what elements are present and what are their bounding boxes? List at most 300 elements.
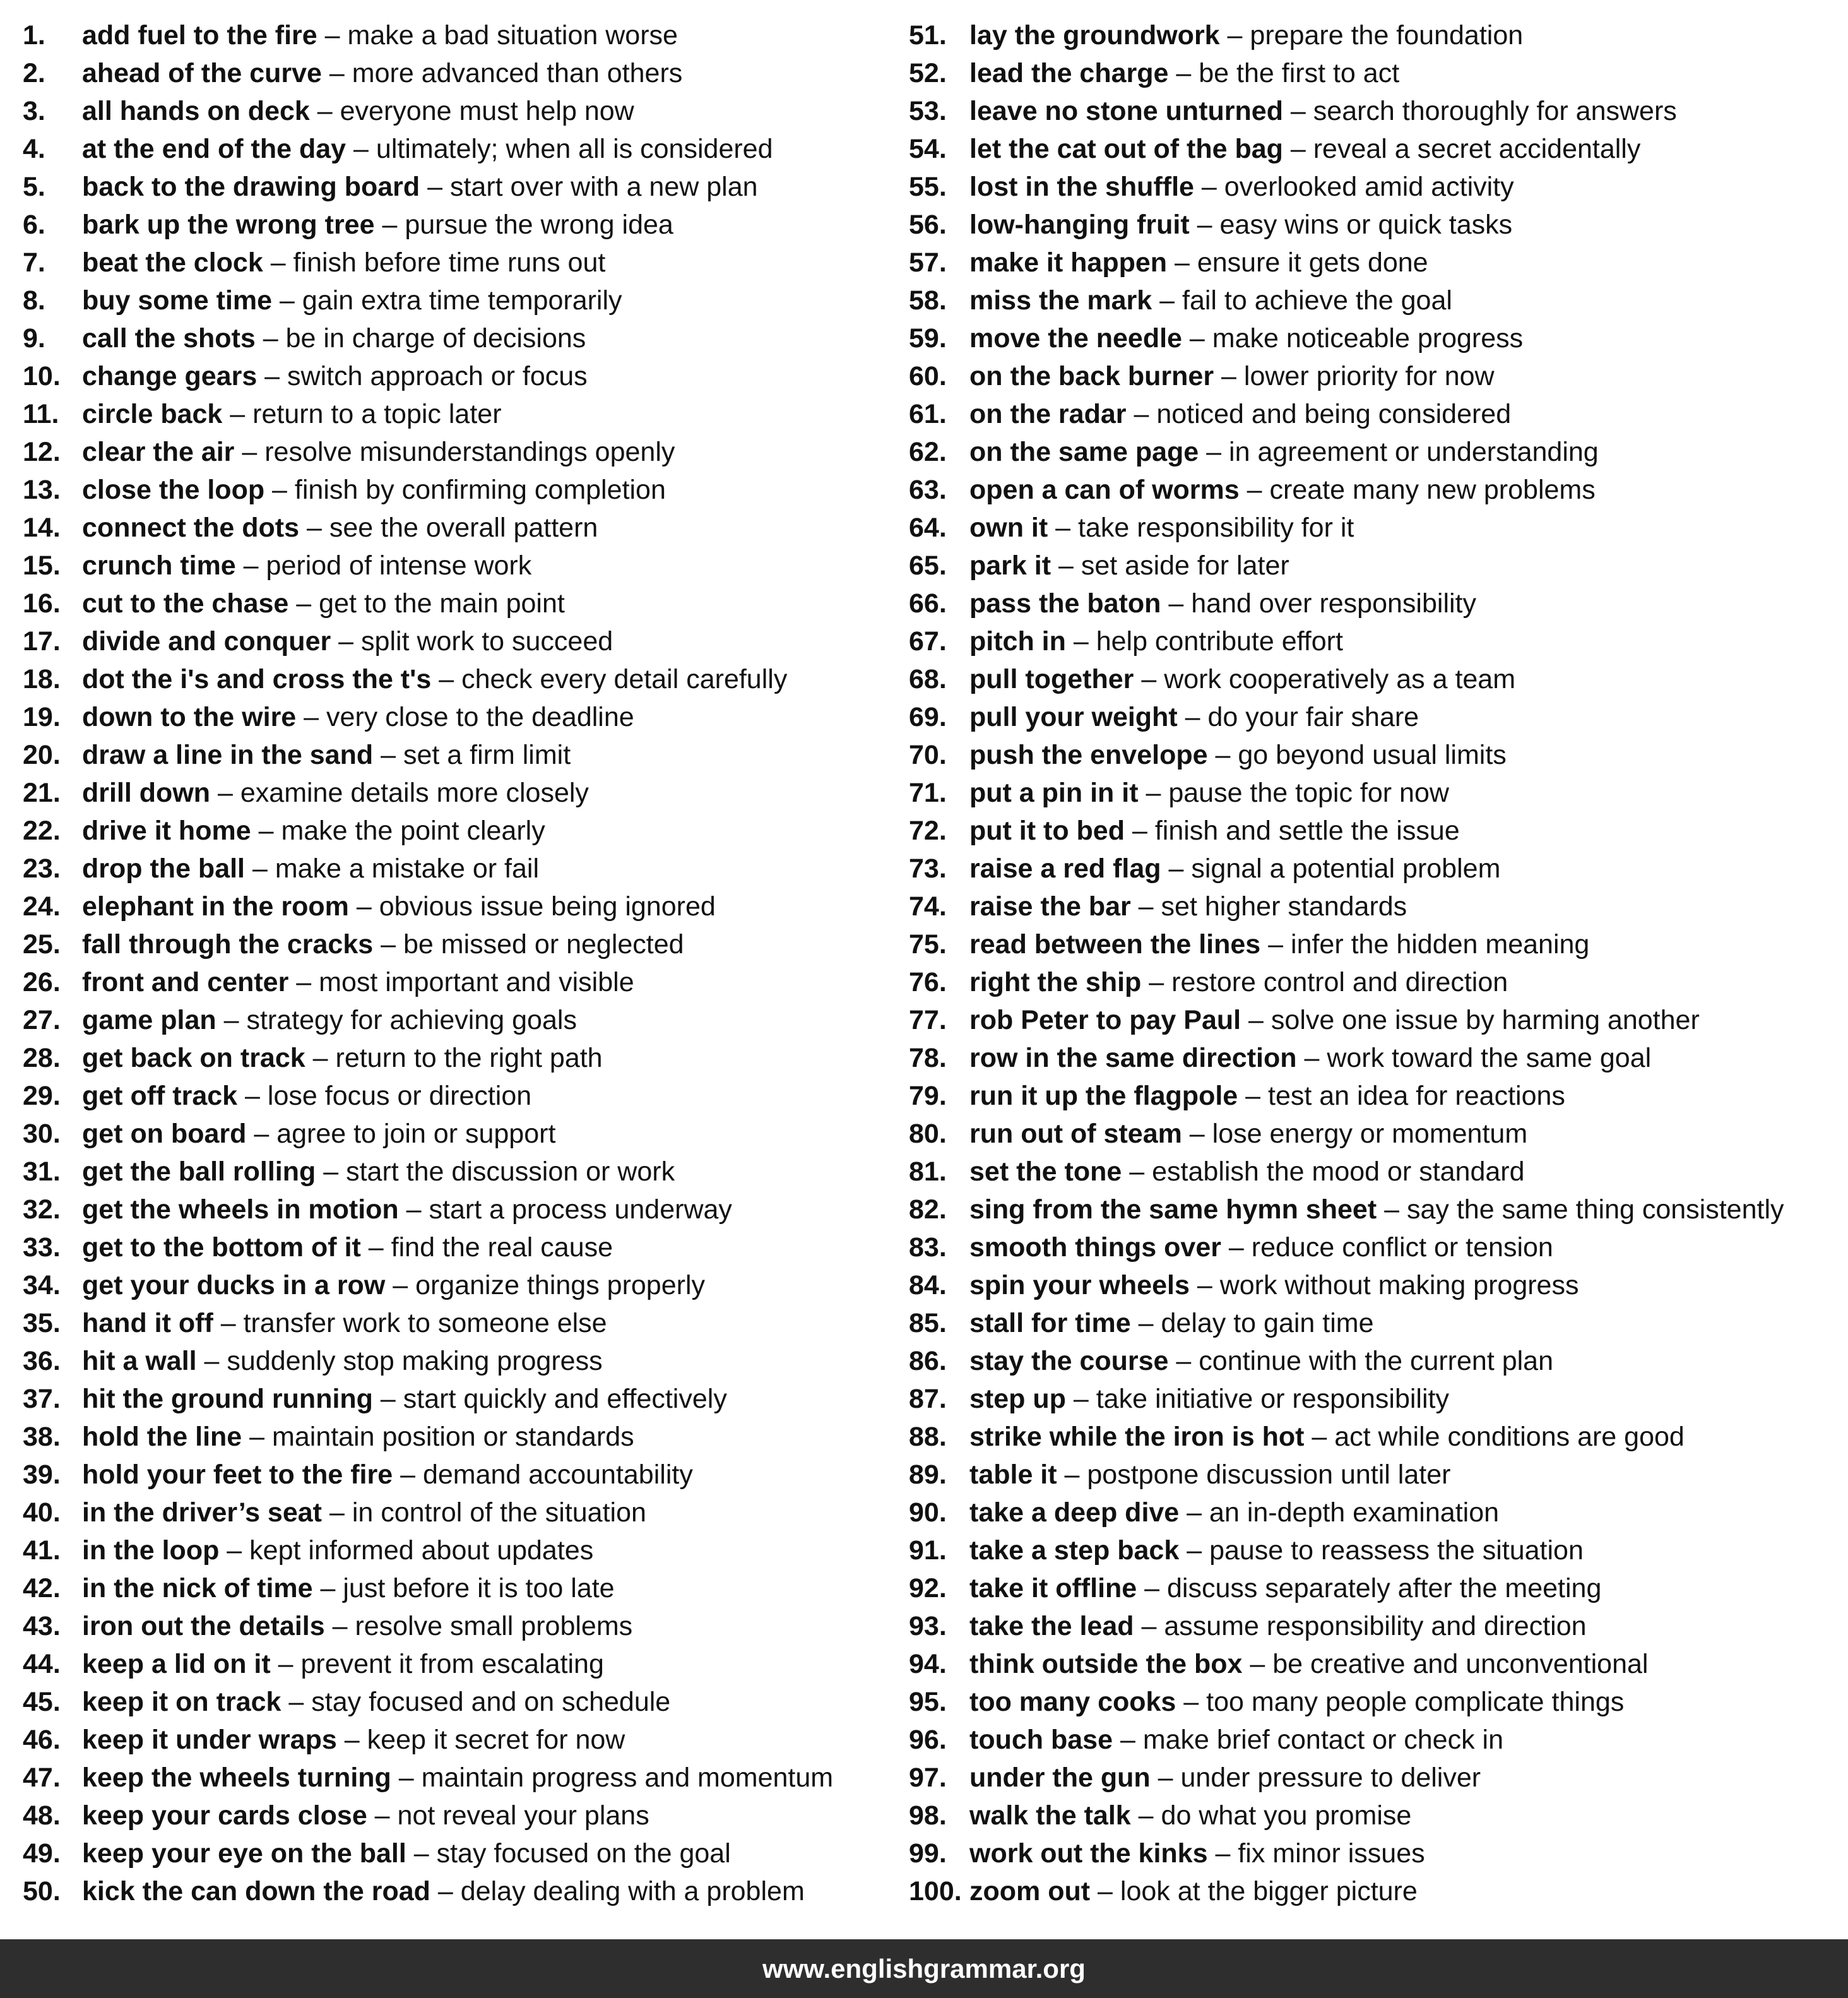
idiom-separator: – <box>264 475 295 505</box>
idiom-number: 4. <box>23 134 45 164</box>
idiom-item <box>23 1001 894 1039</box>
idiom-definition: get to the main point <box>319 588 565 619</box>
idiom-item <box>23 698 894 736</box>
idiom-item <box>23 547 894 585</box>
idiom-separator: – <box>1130 891 1161 922</box>
idiom-item <box>909 1228 1837 1266</box>
idiom-definition: lose energy or momentum <box>1212 1119 1528 1149</box>
idiom-item <box>23 168 894 206</box>
idiom-item <box>909 1115 1837 1153</box>
idiom-separator: – <box>1051 550 1081 581</box>
idiom-separator: – <box>1304 1422 1335 1452</box>
idiom-number: 69. <box>909 702 947 732</box>
idiom-item <box>23 585 894 622</box>
idiom-term: rob Peter to pay Paul <box>969 1005 1241 1035</box>
idiom-item <box>23 433 894 471</box>
idiom-item <box>23 963 894 1001</box>
idiom-definition: see the overall pattern <box>329 513 598 543</box>
idiom-item <box>23 622 894 660</box>
idiom-term: think outside the box <box>969 1649 1243 1679</box>
idiom-item <box>909 585 1837 622</box>
idiom-item <box>909 1304 1837 1342</box>
idiom-separator: – <box>331 626 362 657</box>
idiom-term: get back on track <box>82 1043 305 1073</box>
idiom-definition: establish the mood or standard <box>1152 1157 1525 1187</box>
idiom-item <box>23 92 894 130</box>
idiom-separator: – <box>270 1649 301 1679</box>
idiom-definition: finish by confirming completion <box>294 475 666 505</box>
idiom-term: beat the clock <box>82 247 263 278</box>
idiom-item <box>909 1683 1837 1721</box>
idiom-term: pitch in <box>969 626 1066 657</box>
idiom-definition: switch approach or focus <box>287 361 588 391</box>
idiom-term: crunch time <box>82 550 236 581</box>
idiom-term: hold the line <box>82 1422 242 1452</box>
idiom-item <box>909 357 1837 395</box>
idiom-separator: – <box>246 1119 277 1149</box>
footer-bar <box>0 1939 1848 1998</box>
idiom-definition: lower priority for now <box>1243 361 1495 391</box>
idiom-definition: examine details more closely <box>240 778 589 808</box>
idiom-term: keep the wheels turning <box>82 1763 391 1793</box>
idiom-separator: – <box>234 437 265 467</box>
idiom-separator: – <box>1182 1119 1212 1149</box>
idiom-number: 100. <box>909 1876 962 1906</box>
idiom-number: 58. <box>909 285 947 316</box>
idiom-definition: check every detail carefully <box>461 664 788 694</box>
idiom-term: touch base <box>969 1725 1113 1755</box>
idiom-separator: – <box>1065 626 1096 657</box>
idiom-item <box>23 925 894 963</box>
idiom-definition: return to the right path <box>335 1043 603 1073</box>
idiom-separator: – <box>1207 740 1238 770</box>
idiom-item <box>23 850 894 888</box>
idiom-separator: – <box>1189 1270 1220 1300</box>
idiom-definition: organize things properly <box>415 1270 706 1300</box>
idiom-term: take the lead <box>969 1611 1134 1641</box>
idiom-number: 78. <box>909 1043 947 1073</box>
idiom-separator: – <box>1125 816 1155 846</box>
idiom-term: buy some time <box>82 285 273 316</box>
idiom-separator: – <box>1182 323 1212 354</box>
idiom-item <box>23 1228 894 1266</box>
idiom-separator: – <box>251 816 281 846</box>
idiom-item <box>909 1531 1837 1569</box>
idiom-definition: make brief contact or check in <box>1142 1725 1504 1755</box>
idiom-separator: – <box>1130 1308 1161 1338</box>
idiom-term: raise the bar <box>969 891 1131 922</box>
idiom-item <box>23 1304 894 1342</box>
idiom-item <box>909 1834 1837 1872</box>
idiom-definition: start over with a new plan <box>449 172 758 202</box>
idiom-item <box>23 736 894 774</box>
idiom-item <box>23 1834 894 1872</box>
idiom-number: 5. <box>23 172 45 202</box>
idiom-term: drive it home <box>82 816 251 846</box>
idiom-term: at the end of the day <box>82 134 346 164</box>
idiom-item <box>909 509 1837 547</box>
idiom-definition: delay dealing with a problem <box>460 1876 805 1906</box>
idiom-separator: – <box>1065 1384 1096 1414</box>
idiom-term: walk the talk <box>969 1800 1131 1831</box>
idiom-term: get to the bottom of it <box>82 1232 361 1263</box>
idiom-separator: – <box>222 399 253 429</box>
idiom-separator: – <box>312 1573 343 1603</box>
idiom-separator: – <box>1137 1573 1168 1603</box>
idiom-item <box>23 1266 894 1304</box>
idiom-number: 30. <box>23 1119 61 1149</box>
idiom-number: 41. <box>23 1535 61 1566</box>
idiom-number: 25. <box>23 929 61 960</box>
idiom-term: keep your eye on the ball <box>82 1838 406 1869</box>
idiom-definition: gain extra time temporarily <box>302 285 622 316</box>
idiom-number: 3. <box>23 96 45 126</box>
idiom-definition: say the same thing consistently <box>1406 1194 1784 1225</box>
idiom-number: 18. <box>23 664 61 694</box>
idiom-definition: set higher standards <box>1161 891 1407 922</box>
idiom-term: add fuel to the fire <box>82 20 317 51</box>
idiom-number: 20. <box>23 740 61 770</box>
idiom-term: run out of steam <box>969 1119 1182 1149</box>
idiom-item <box>23 774 894 812</box>
idiom-number: 26. <box>23 967 61 997</box>
idiom-number: 36. <box>23 1346 61 1376</box>
idiom-definition: noticed and being considered <box>1156 399 1512 429</box>
idiom-term: take a step back <box>969 1535 1180 1566</box>
idiom-number: 79. <box>909 1081 947 1111</box>
idiom-term: row in the same direction <box>969 1043 1297 1073</box>
idiom-separator: – <box>1219 20 1250 51</box>
idiom-number: 64. <box>909 513 947 543</box>
idiom-term: keep a lid on it <box>82 1649 271 1679</box>
idiom-term: smooth things over <box>969 1232 1221 1263</box>
idiom-definition: do your fair share <box>1207 702 1419 732</box>
idiom-definition: infer the hidden meaning <box>1291 929 1590 960</box>
idiom-separator: – <box>1189 210 1220 240</box>
idiom-separator: – <box>210 778 240 808</box>
idiom-separator: – <box>1260 929 1291 960</box>
idiom-term: close the loop <box>82 475 265 505</box>
idiom-definition: keep it secret for now <box>367 1725 625 1755</box>
idiom-term: keep your cards close <box>82 1800 367 1831</box>
idiom-number: 1. <box>23 20 45 51</box>
idiom-term: hit a wall <box>82 1346 197 1376</box>
idiom-separator: – <box>1177 702 1208 732</box>
idiom-item <box>23 1380 894 1418</box>
idiom-term: pull your weight <box>969 702 1178 732</box>
idiom-term: run it up the flagpole <box>969 1081 1238 1111</box>
idiom-term: hold your feet to the fire <box>82 1460 393 1490</box>
idiom-definition: set a firm limit <box>403 740 571 770</box>
idiom-number: 22. <box>23 816 61 846</box>
idiom-separator: – <box>1176 1687 1207 1717</box>
idiom-term: on the same page <box>969 437 1199 467</box>
idiom-separator: – <box>1242 1649 1273 1679</box>
idiom-definition: be the first to act <box>1199 58 1400 88</box>
idiom-item <box>23 1342 894 1380</box>
idiom-separator: – <box>299 513 329 543</box>
idiom-definition: resolve misunderstandings openly <box>264 437 675 467</box>
idiom-item <box>23 509 894 547</box>
idiom-number: 40. <box>23 1497 61 1528</box>
idiom-term: strike while the iron is hot <box>969 1422 1305 1452</box>
idiom-separator: – <box>1214 361 1244 391</box>
idiom-number: 23. <box>23 853 61 884</box>
idiom-separator: – <box>296 702 327 732</box>
idiom-term: change gears <box>82 361 258 391</box>
idiom-item <box>23 1077 894 1115</box>
idiom-definition: help contribute effort <box>1096 626 1343 657</box>
idiom-term: put a pin in it <box>969 778 1139 808</box>
idiom-number: 86. <box>909 1346 947 1376</box>
idiom-item <box>909 1456 1837 1494</box>
idiom-term: on the back burner <box>969 361 1214 391</box>
idiom-definition: start a process underway <box>429 1194 732 1225</box>
idiom-term: spin your wheels <box>969 1270 1190 1300</box>
idiom-number: 33. <box>23 1232 61 1263</box>
idiom-separator: – <box>1194 172 1224 202</box>
idiom-definition: test an idea for reactions <box>1268 1081 1565 1111</box>
idiom-number: 83. <box>909 1232 947 1263</box>
idiom-item <box>909 1872 1837 1910</box>
idiom-separator: – <box>1161 853 1192 884</box>
idiom-item <box>909 774 1837 812</box>
idiom-item <box>23 1607 894 1645</box>
idiom-separator: – <box>305 1043 336 1073</box>
idiom-definition: demand accountability <box>422 1460 693 1490</box>
idiom-separator: – <box>336 1725 367 1755</box>
idiom-item <box>909 622 1837 660</box>
idiom-term: zoom out <box>969 1876 1091 1906</box>
idiom-term: sing from the same hymn sheet <box>969 1194 1377 1225</box>
idiom-definition: too many people complicate things <box>1206 1687 1625 1717</box>
idiom-separator: – <box>430 1876 461 1906</box>
idiom-item <box>909 206 1837 244</box>
idiom-term: too many cooks <box>969 1687 1176 1717</box>
idiom-term: circle back <box>82 399 223 429</box>
idiom-term: draw a line in the sand <box>82 740 374 770</box>
idiom-term: in the loop <box>82 1535 220 1566</box>
idiom-number: 39. <box>23 1460 61 1490</box>
idiom-separator: – <box>1221 1232 1252 1263</box>
idiom-number: 77. <box>909 1005 947 1035</box>
idiom-number: 11. <box>23 399 59 429</box>
idiom-term: table it <box>969 1460 1057 1490</box>
idiom-number: 32. <box>23 1194 61 1225</box>
idiom-term: take it offline <box>969 1573 1137 1603</box>
idiom-separator: – <box>288 588 319 619</box>
idiom-number: 2. <box>23 58 45 88</box>
idiom-separator: – <box>1168 58 1199 88</box>
idiom-definition: pursue the wrong idea <box>405 210 673 240</box>
idiom-term: make it happen <box>969 247 1168 278</box>
idiom-number: 27. <box>23 1005 61 1035</box>
idiom-item <box>909 660 1837 698</box>
idiom-definition: postpone discussion until later <box>1087 1460 1451 1490</box>
idiom-item <box>23 282 894 319</box>
idiom-term: put it to bed <box>969 816 1125 846</box>
idiom-number: 92. <box>909 1573 947 1603</box>
idiom-number: 60. <box>909 361 947 391</box>
idiom-definition: make a bad situation worse <box>347 20 678 51</box>
idiom-item <box>909 1418 1837 1456</box>
idiom-term: hit the ground running <box>82 1384 373 1414</box>
idiom-definition: overlooked amid activity <box>1224 172 1514 202</box>
idiom-number: 72. <box>909 816 947 846</box>
idiom-definition: in agreement or understanding <box>1229 437 1599 467</box>
idiom-term: get the ball rolling <box>82 1157 316 1187</box>
idiom-item <box>23 1645 894 1683</box>
idiom-number: 7. <box>23 247 45 278</box>
idiom-number: 88. <box>909 1422 947 1452</box>
idiom-item <box>909 1077 1837 1115</box>
idiom-term: get the wheels in motion <box>82 1194 399 1225</box>
idiom-definition: work toward the same goal <box>1327 1043 1652 1073</box>
idiom-item <box>909 282 1837 319</box>
idiom-item <box>23 1494 894 1531</box>
idiom-definition: make a mistake or fail <box>275 853 540 884</box>
idiom-definition: set aside for later <box>1081 550 1289 581</box>
idiom-item <box>909 698 1837 736</box>
idiom-item <box>909 319 1837 357</box>
idiom-term: game plan <box>82 1005 216 1035</box>
idiom-item <box>23 812 894 850</box>
idiom-term: own it <box>969 513 1048 543</box>
idiom-definition: start the discussion or work <box>346 1157 675 1187</box>
idiom-term: miss the mark <box>969 285 1152 316</box>
idiom-definition: agree to join or support <box>276 1119 556 1149</box>
idiom-term: get on board <box>82 1119 247 1149</box>
idiom-separator: – <box>373 929 403 960</box>
idiom-separator: – <box>1239 475 1270 505</box>
idiom-number: 82. <box>909 1194 947 1225</box>
idiom-separator: – <box>1090 1876 1120 1906</box>
idiom-number: 90. <box>909 1497 947 1528</box>
idiom-number: 59. <box>909 323 947 354</box>
idiom-definition: kept informed about updates <box>249 1535 594 1566</box>
idiom-definition: maintain position or standards <box>272 1422 634 1452</box>
idiom-item <box>23 244 894 282</box>
idiom-definition: solve one issue by harming another <box>1270 1005 1700 1035</box>
idiom-number: 29. <box>23 1081 61 1111</box>
idiom-term: get your ducks in a row <box>82 1270 386 1300</box>
idiom-term: elephant in the room <box>82 891 349 922</box>
idiom-number: 42. <box>23 1573 61 1603</box>
idiom-term: drop the ball <box>82 853 245 884</box>
idiom-separator: – <box>1048 513 1079 543</box>
idiom-separator: – <box>281 1687 312 1717</box>
idiom-number: 13. <box>23 475 61 505</box>
idiom-definition: reveal a secret accidentally <box>1313 134 1641 164</box>
idiom-definition: pause the topic for now <box>1168 778 1449 808</box>
idiom-definition: everyone must help now <box>340 96 634 126</box>
idiom-item <box>23 888 894 925</box>
idiom-definition: be missed or neglected <box>403 929 684 960</box>
idiom-definition: take responsibility for it <box>1078 513 1354 543</box>
idiom-definition: resolve small problems <box>355 1611 633 1641</box>
idiom-definition: look at the bigger picture <box>1120 1876 1418 1906</box>
idiom-separator: – <box>431 664 462 694</box>
idiom-number: 6. <box>23 210 45 240</box>
idiom-separator: – <box>1377 1194 1407 1225</box>
idiom-item <box>909 1759 1837 1797</box>
idiom-item <box>23 319 894 357</box>
idiom-item <box>909 54 1837 92</box>
idiom-term: call the shots <box>82 323 256 354</box>
idiom-definition: act while conditions are good <box>1334 1422 1685 1452</box>
idiom-item <box>909 168 1837 206</box>
idiom-item <box>909 1039 1837 1077</box>
idiom-item <box>23 357 894 395</box>
idiom-item <box>909 1721 1837 1759</box>
idiom-term: move the needle <box>969 323 1182 354</box>
idiom-item <box>909 1607 1837 1645</box>
idiom-number: 89. <box>909 1460 947 1490</box>
idiom-separator: – <box>309 96 340 126</box>
idiom-number: 28. <box>23 1043 61 1073</box>
idiom-number: 15. <box>23 550 61 581</box>
idiom-separator: – <box>316 1157 346 1187</box>
idiom-separator: – <box>263 247 293 278</box>
idiom-item <box>909 925 1837 963</box>
idiom-term: raise a red flag <box>969 853 1161 884</box>
idiom-item <box>23 1721 894 1759</box>
idiom-item <box>23 1759 894 1797</box>
idiom-term: read between the lines <box>969 929 1261 960</box>
idiom-definition: hand over responsibility <box>1191 588 1477 619</box>
idiom-term: under the gun <box>969 1763 1151 1793</box>
idiom-term: clear the air <box>82 437 235 467</box>
idiom-number: 70. <box>909 740 947 770</box>
idiom-separator: – <box>360 1232 391 1263</box>
idiom-term: down to the wire <box>82 702 297 732</box>
idiom-item <box>909 1645 1837 1683</box>
idiom-term: stall for time <box>969 1308 1131 1338</box>
idiom-definition: strategy for achieving goals <box>246 1005 577 1035</box>
idiom-term: right the ship <box>969 967 1142 997</box>
idiom-item <box>909 963 1837 1001</box>
idiom-number: 99. <box>909 1838 947 1869</box>
idiom-definition: restore control and direction <box>1171 967 1508 997</box>
idiom-definition: under pressure to deliver <box>1180 1763 1481 1793</box>
idiom-term: open a can of worms <box>969 475 1240 505</box>
idiom-separator: – <box>272 285 302 316</box>
idiom-number: 93. <box>909 1611 947 1641</box>
idiom-item <box>23 1191 894 1228</box>
idiom-item <box>23 395 894 433</box>
idiom-term: drill down <box>82 778 211 808</box>
idiom-term: connect the dots <box>82 513 300 543</box>
idiom-number: 96. <box>909 1725 947 1755</box>
idiom-separator: – <box>1152 285 1183 316</box>
idiom-separator: – <box>1161 588 1192 619</box>
idiom-term: cut to the chase <box>82 588 289 619</box>
idiom-term: bark up the wrong tree <box>82 210 375 240</box>
idiom-item <box>23 1456 894 1494</box>
idiom-separator: – <box>257 361 288 391</box>
idiom-number: 35. <box>23 1308 61 1338</box>
idiom-item <box>909 130 1837 168</box>
idiom-item <box>909 433 1837 471</box>
idiom-separator: – <box>1138 778 1169 808</box>
idiom-definition: find the real cause <box>391 1232 613 1263</box>
idiom-definition: ensure it gets done <box>1197 247 1428 278</box>
idiom-definition: very close to the deadline <box>326 702 634 732</box>
idiom-definition: in control of the situation <box>352 1497 646 1528</box>
idiom-number: 16. <box>23 588 61 619</box>
idiom-separator: – <box>237 1081 268 1111</box>
idiom-term: pass the baton <box>969 588 1161 619</box>
